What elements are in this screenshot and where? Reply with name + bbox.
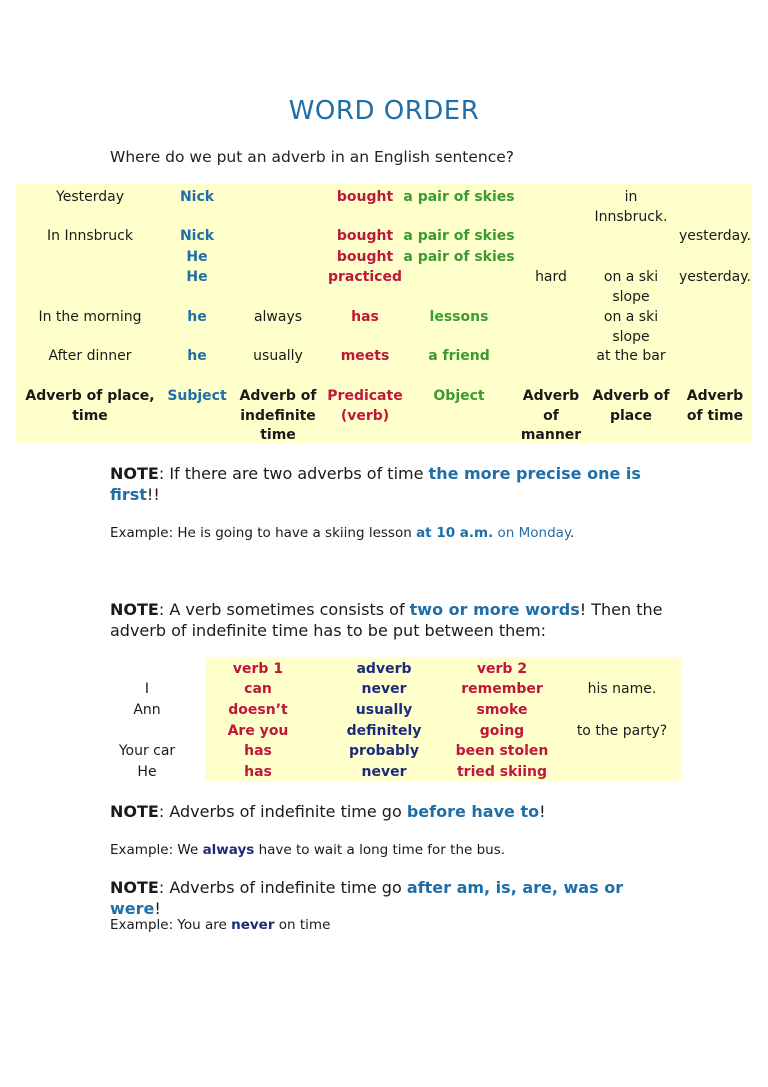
word-order-table [16,184,752,443]
column-header: Adverb of indefinite time [239,388,317,443]
note-highlight: the more precise one is first [110,464,641,504]
table-cell: never [361,681,407,697]
note-paragraph [110,801,670,822]
column-header: Object [433,388,485,404]
table-cell: can [244,681,272,697]
table-cell: a pair of skies [403,228,515,244]
table-cell: yesterday. [678,228,751,244]
example-bold: always [202,842,255,858]
table-cell: I [144,681,150,697]
example-sentence [110,525,574,541]
table-cell: a pair of skies [403,249,515,265]
note-end: !! [146,485,160,504]
note-end: ! Then the adverb of indefinite time has to be put between them: [110,600,663,640]
table-cell: definitely [346,723,422,739]
table-cell: tried skiing [456,764,547,780]
column-header: Subject [167,388,227,404]
example-bold: never [231,917,275,933]
column-header: Predicate (verb) [327,388,403,424]
table-cell: Yesterday [56,189,124,205]
table-cell: usually [355,702,413,718]
example-sentence [110,917,330,933]
table-cell: he [187,309,207,325]
table-cell: has [351,309,379,325]
table-cell: on a ski slope [603,309,659,345]
page-subtitle: Where do we put an adverb in an English sentence? [110,148,515,166]
table-cell: at the bar [596,348,666,364]
table-cell: hard [535,269,567,285]
column-header: adverb [356,661,412,677]
note-text: : A verb sometimes consists of [158,600,410,619]
table-cell: has [244,743,272,759]
example-text: Example: He is going to have a skiing lesson [110,525,417,541]
table-cell: going [479,723,525,739]
note-label: NOTE [110,878,159,897]
table-cell: Nick [179,189,215,205]
example-text: Example: We [110,842,203,858]
table-cell: to the party? [576,723,668,739]
table-cell: a pair of skies [403,189,515,205]
table-cell: He [186,269,208,285]
table-cell: bought [336,228,394,244]
table-cell: his name. [587,681,657,697]
table-cell: on a ski slope [603,269,659,305]
note-label: NOTE [110,802,159,821]
note-label: NOTE [110,600,159,619]
table-cell: always [253,309,303,325]
table-cell: probably [349,743,419,759]
note-highlight: two or more words [409,600,580,619]
table-cell: a friend [428,348,490,364]
column-header: verb 2 [476,661,528,677]
column-header: Adverb of time [686,388,744,424]
table-cell: Ann [133,702,161,718]
example-bold: at 10 a.m. [416,525,494,541]
note-end: ! [539,802,546,821]
table-cell: never [361,764,407,780]
table-cell: been stolen [455,743,549,759]
example-colored: on Monday [497,525,571,541]
table-cell: lessons [429,309,489,325]
note-highlight: before have to [406,802,540,821]
table-cell: After dinner [48,348,132,364]
note-paragraph [110,463,670,505]
note-paragraph [110,599,670,641]
note-end: ! [154,899,161,918]
table-cell: remember [461,681,543,697]
table-cell: In the morning [38,309,142,325]
table-cell: smoke [476,702,528,718]
column-header: Adverb of manner [520,388,582,443]
note-paragraph [110,877,670,919]
note-text: : If there are two adverbs of time [158,464,429,483]
note-label: NOTE [110,464,159,483]
note-highlight: after am, is, are, was or were [110,878,624,918]
note-text: : Adverbs of indefinite time go [158,802,407,821]
table-cell: Nick [179,228,215,244]
table-cell: doesn’t [228,702,288,718]
page-title: WORD ORDER [288,96,480,126]
example-end: have to wait a long time for the bus. [254,842,506,858]
table-cell: He [137,764,157,780]
example-end: on time [274,917,331,933]
example-text: Example: You are [110,917,232,933]
table-cell: yesterday. [678,269,751,285]
table-cell: He [186,249,208,265]
example-sentence [110,842,505,858]
table-cell: Are you [227,723,289,739]
table-cell: bought [336,189,394,205]
column-header: verb 1 [232,661,284,677]
table-cell: bought [336,249,394,265]
table-cell: in Innsbruck. [594,189,668,225]
table-cell: has [244,764,272,780]
column-header: Adverb of place [592,388,670,424]
note-text: : Adverbs of indefinite time go [158,878,407,897]
table-cell: practiced [328,269,402,285]
table-cell: meets [340,348,390,364]
table-cell: In Innsbruck [47,228,133,244]
table-cell: he [187,348,207,364]
example-end: . [570,525,575,541]
table-cell: usually [253,348,303,364]
table-cell: Your car [118,743,176,759]
column-header: Adverb of place, time [25,388,155,424]
